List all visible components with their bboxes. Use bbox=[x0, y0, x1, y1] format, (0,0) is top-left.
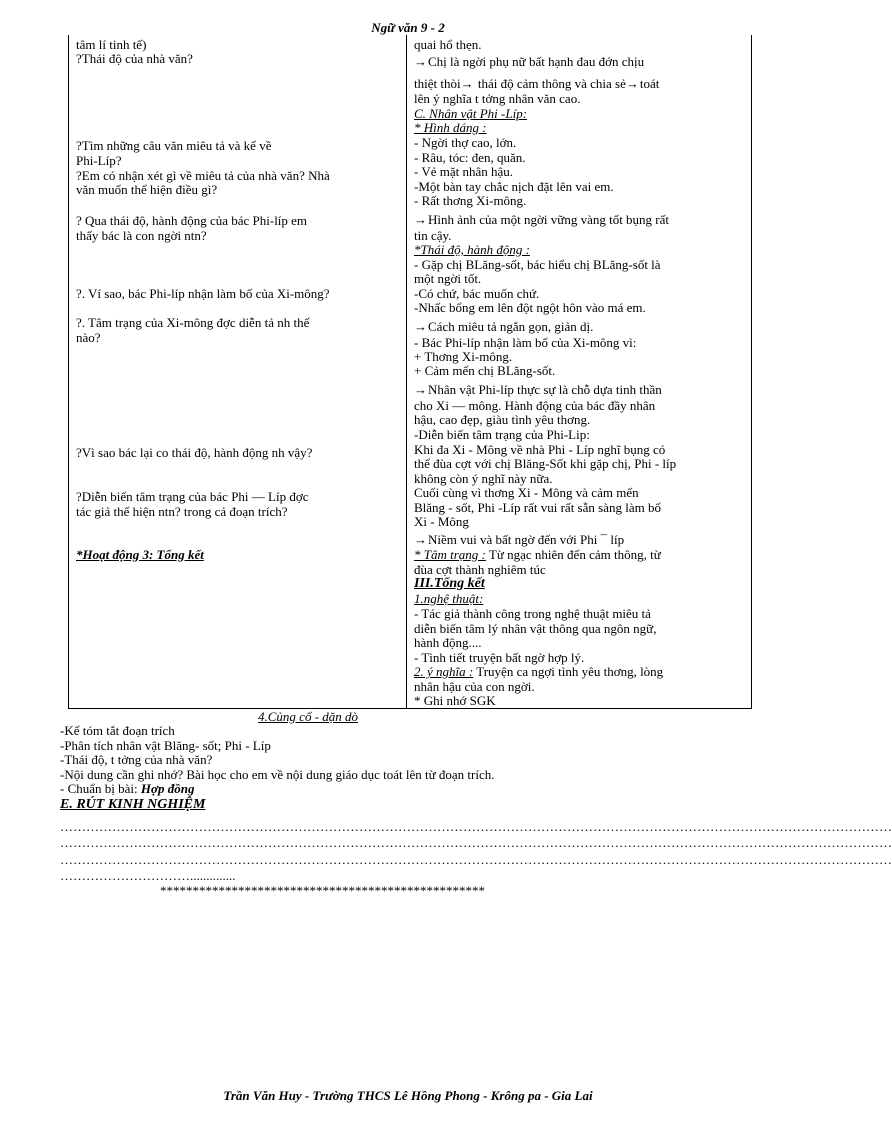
dotted-line: ………………………………………………………………………………………………………………………………………………………………………… bbox=[60, 852, 892, 867]
right-line: - Tình tiết truyện bất ngờ hợp lý. bbox=[414, 650, 585, 665]
right-line: -Có chứ, bác muốn chứ. bbox=[414, 286, 540, 301]
right-line: - Bác Phi-líp nhận làm bố của Xi-mông vì: bbox=[414, 335, 637, 350]
right-line: - Vẻ mặt nhân hậu. bbox=[414, 164, 514, 179]
right-line: →Cách miêu tả ngắn gọn, giản dị. bbox=[414, 319, 594, 334]
left-line: tác giả thể hiện ntn? trong cả đoạn trích? bbox=[76, 504, 288, 519]
right-line: * Ghi nhớ SGK bbox=[414, 693, 496, 708]
right-line: một ngời tốt. bbox=[414, 271, 482, 286]
left-line: văn muốn thể hiện điều gì? bbox=[76, 182, 218, 197]
right-line: -Nhấc bổng em lên đột ngột hôn vào má em. bbox=[414, 300, 646, 315]
right-line: Blăng - sốt, Phi -Líp rất vui rất sẵn sàng làm bố bbox=[414, 500, 661, 515]
dotted-line: ………………………………………………………………………………………………………………………………………………………………………… bbox=[60, 819, 892, 834]
left-line: thấy bác là con ngời ntn? bbox=[76, 228, 207, 243]
right-line: đùa cợt thành nghiêm túc bbox=[414, 562, 546, 577]
right-arrow-icon: → bbox=[414, 382, 427, 397]
right-line: cho Xi — mông. Hành động của bác đầy nhân bbox=[414, 398, 656, 413]
right-line: - Râu, tóc: đen, quăn. bbox=[414, 150, 526, 165]
right-line: -Diễn biến tâm trạng của Phi-Lip: bbox=[414, 427, 590, 442]
left-question: ? Qua thái độ, hành động của bác Phi-líp em bbox=[76, 213, 308, 228]
right-arrow-icon: → bbox=[414, 212, 427, 227]
right-line: →Niềm vui và bất ngờ đến với Phi ¯ líp bbox=[414, 532, 625, 547]
right-line: →Nhân vật Phi-líp thực sự là chỗ dựa tinh thần bbox=[414, 382, 662, 397]
left-line: tâm lí tinh tế) bbox=[76, 37, 147, 52]
right-arrow-icon: → bbox=[414, 319, 427, 334]
star-separator: ************************************************** bbox=[160, 883, 485, 898]
right-arrow-icon: → bbox=[414, 54, 427, 69]
subsection-heading: 1.nghệ thuật: bbox=[414, 591, 484, 606]
macron-glyph: ¯ bbox=[600, 532, 608, 547]
right-line: diễn biến tâm lý nhân vật thông qua ngôn ngữ, bbox=[414, 621, 657, 636]
right-line: hành động.... bbox=[414, 635, 482, 650]
right-line: Xi - Mông bbox=[414, 514, 469, 529]
activity-heading: *Hoạt động 3: Tổng kết bbox=[76, 547, 204, 562]
left-question: ?Thái độ của nhà văn? bbox=[76, 51, 193, 66]
section-heading: 4.Củng cố - dặn dò bbox=[258, 709, 359, 724]
right-line: - Ngời thợ cao, lớn. bbox=[414, 135, 517, 150]
right-line: nhân hậu của con ngời. bbox=[414, 679, 535, 694]
task-line: -Thái độ, t tởng của nhà văn? bbox=[60, 752, 213, 767]
right-line: thể đùa cợt với chị Blăng-Sốt khi gặp chị, Phi - líp bbox=[414, 456, 677, 471]
right-line: quai hổ thẹn. bbox=[414, 37, 482, 52]
task-line: -Kể tóm tắt đoạn trích bbox=[60, 723, 175, 738]
right-line: →Hình ảnh của một ngời vững vàng tốt bụng rất bbox=[414, 212, 670, 227]
left-question: ?Tìm những câu văn miêu tả và kể về bbox=[76, 138, 272, 153]
left-question: ?Em có nhận xét gì về miêu tả của nhà văn? Nhà bbox=[76, 168, 330, 183]
left-line: Phi-Líp? bbox=[76, 153, 122, 168]
right-arrow-icon: → bbox=[460, 76, 474, 91]
task-line: -Phân tích nhân vật Blăng- sốt; Phi - Líp bbox=[60, 738, 271, 753]
right-line: lên ý nghĩa t tởng nhân văn cao. bbox=[414, 91, 581, 106]
section-heading: III.Tổng kết bbox=[414, 576, 485, 591]
right-line: →Chị là ngời phụ nữ bất hạnh đau đớn chịu bbox=[414, 54, 645, 69]
right-line: Khi đa Xi - Mông về nhà Phi - Líp nghĩ bụng có bbox=[414, 442, 666, 457]
right-line: Cuối cùng vì thơng Xi - Mông và cảm mến bbox=[414, 485, 639, 500]
right-line: thiệt thòi→ thái độ cảm thông và chia sẻ→toát bbox=[414, 76, 660, 91]
right-arrow-icon: → bbox=[414, 532, 427, 547]
experience-heading: E. RÚT KINH NGHIỆM bbox=[60, 797, 206, 812]
column-divider bbox=[406, 35, 407, 709]
right-line: 2. ý nghĩa : Truyện ca ngợi tình yêu thơng, lòng bbox=[414, 664, 664, 679]
left-line: nào? bbox=[76, 330, 101, 345]
right-line: -Một bàn tay chắc nịch đặt lên vai em. bbox=[414, 179, 614, 194]
right-line: * Tâm trạng : Từ ngạc nhiên đến cảm thông, từ bbox=[414, 547, 661, 562]
right-line: không còn ý nghĩ này nữa. bbox=[414, 471, 553, 486]
left-question: ?Diễn biến tâm trạng của bác Phi — Líp đợc bbox=[76, 489, 309, 504]
task-line: -Nội dung cần ghi nhớ? Bài học cho em về nội dung giáo dục toát lên từ đoạn trích. bbox=[60, 767, 495, 782]
left-question: ?. Tâm trạng của Xi-mông đợc diễn tả nh thế bbox=[76, 315, 310, 330]
right-arrow-icon: → bbox=[625, 76, 639, 91]
right-line: + Thơng Xi-mông. bbox=[414, 349, 513, 364]
subsection-heading: * Hình dáng : bbox=[414, 120, 487, 135]
dotted-line: ………………………………………………………………………………………………………………………………………………………………………… bbox=[60, 835, 892, 850]
left-question: ?Vì sao bác lại co thái độ, hành động nh vậy? bbox=[76, 445, 313, 460]
left-question: ?. Ví sao, bác Phi-líp nhận làm bố của Xi-mông? bbox=[76, 286, 330, 301]
section-heading: C. Nhân vật Phi -Líp: bbox=[414, 106, 528, 121]
right-line: hậu, cao đẹp, giàu tình yêu thơng. bbox=[414, 412, 591, 427]
page-footer: Trần Văn Huy - Trường THCS Lê Hồng Phong - Krông pa - Gia Lai bbox=[223, 1088, 593, 1103]
right-line: - Tác giả thành công trong nghệ thuật miêu tả bbox=[414, 606, 651, 621]
right-line: + Cảm mến chị BLăng-sốt. bbox=[414, 363, 556, 378]
right-line: - Rất thơng Xi-mông. bbox=[414, 193, 527, 208]
task-line: - Chuẩn bị bài: Hợp đồng bbox=[60, 781, 195, 796]
dotted-line: ………………………….............. bbox=[60, 868, 236, 883]
right-line: tin cậy. bbox=[414, 228, 452, 243]
page-header: Ngữ văn 9 - 2 bbox=[371, 20, 445, 35]
right-line: - Gặp chị BLăng-sốt, bác hiểu chị BLăng-sốt là bbox=[414, 257, 661, 272]
subsection-heading: *Thái độ, hành động : bbox=[414, 242, 530, 257]
